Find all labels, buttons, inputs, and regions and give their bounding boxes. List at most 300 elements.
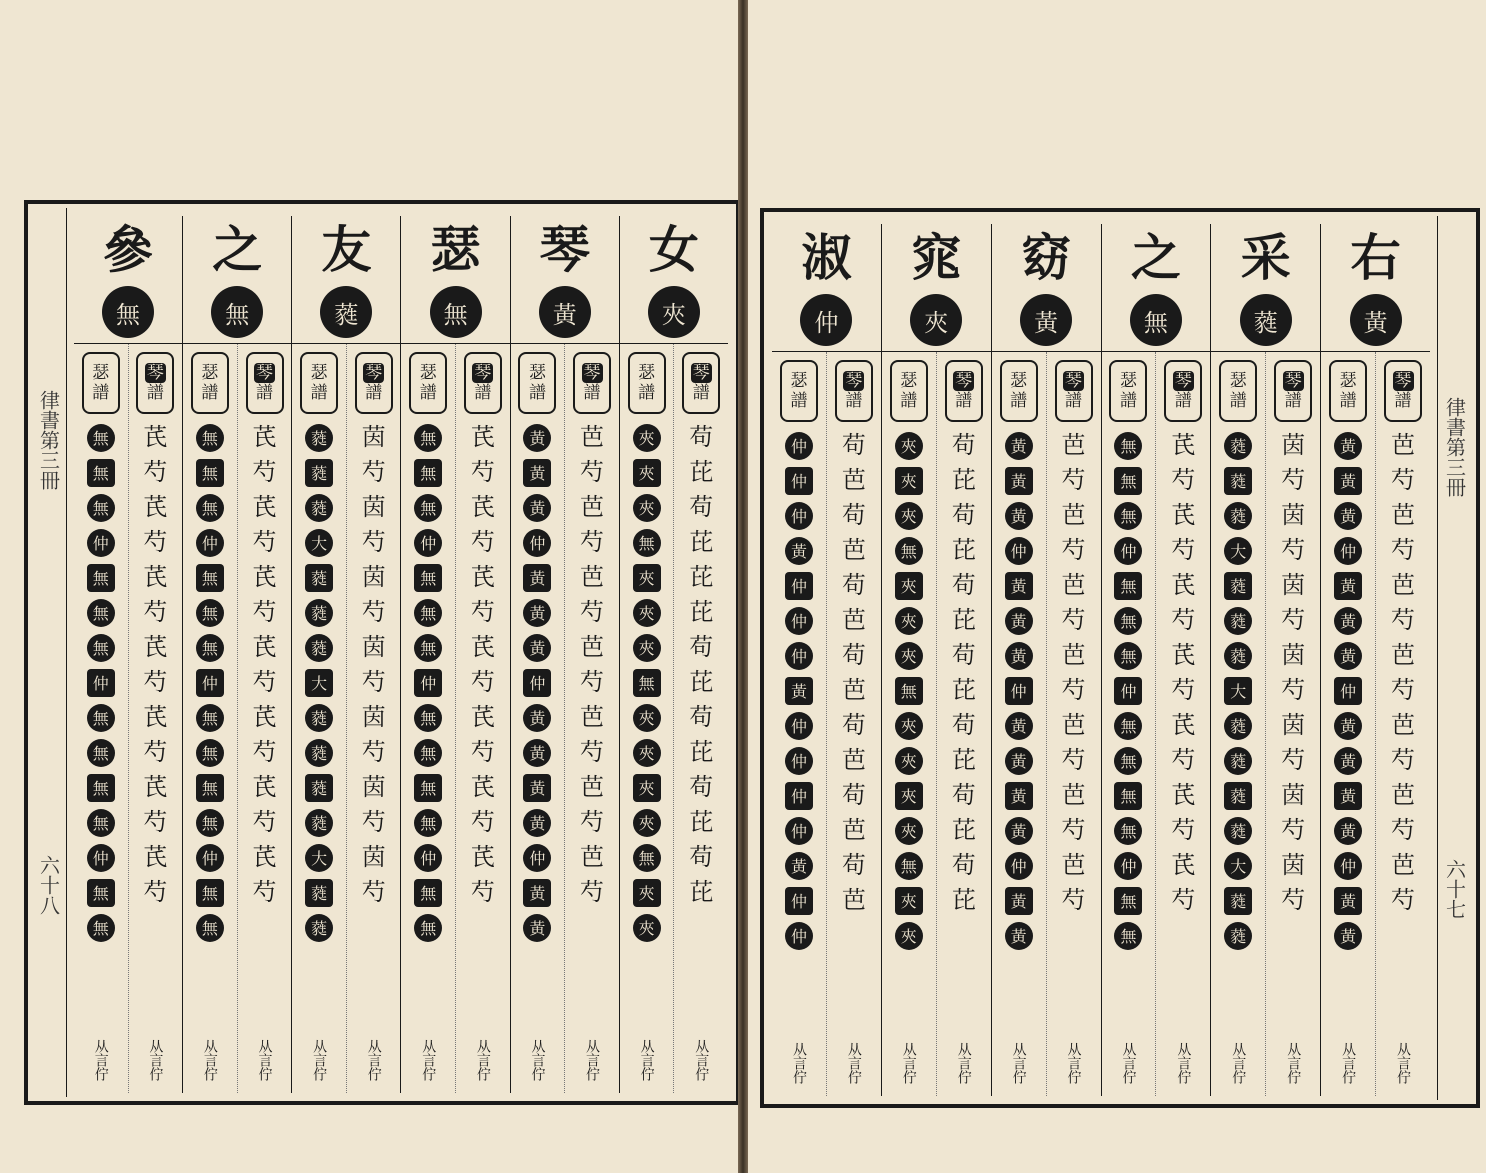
qin-footer: 从言佇 <box>147 1039 164 1081</box>
se-label-char: 瑟 <box>528 363 546 383</box>
se-notes <box>414 420 442 945</box>
pitch-circle: 蕤 <box>320 286 372 338</box>
se-note: 無 <box>196 424 224 452</box>
se-note: 無 <box>414 599 442 627</box>
qin-note: 芘 <box>951 606 976 634</box>
se-note: 大 <box>1224 537 1252 565</box>
qin-note: 苟 <box>951 711 976 739</box>
qin-note: 芭 <box>1061 501 1086 529</box>
qin-note: 芍 <box>1061 886 1086 914</box>
se-note: 夾 <box>633 424 661 452</box>
se-note: 蕤 <box>1224 467 1252 495</box>
se-note: 大 <box>305 669 333 697</box>
se-note: 無 <box>895 677 923 705</box>
left-page <box>0 0 738 1173</box>
se-note: 黃 <box>1334 887 1362 915</box>
lyric-character: 瑟 <box>430 220 481 279</box>
se-note: 夾 <box>633 459 661 487</box>
se-label <box>1109 360 1147 422</box>
qin-note: 芍 <box>1171 746 1196 774</box>
qin-label-char: 琴 <box>955 371 973 391</box>
notation-lines <box>511 344 619 1093</box>
se-note: 黃 <box>1334 432 1362 460</box>
se-label-char: 瑟 <box>1010 371 1028 391</box>
se-note: 無 <box>87 704 115 732</box>
se-note: 無 <box>196 809 224 837</box>
qin-note: 苟 <box>689 423 714 451</box>
se-label-char: 瑟 <box>92 363 110 383</box>
qin-note: 芪 <box>143 703 168 731</box>
lyric-group <box>74 216 182 1093</box>
qin-footer: 从言佇 <box>845 1042 862 1084</box>
se-note: 夾 <box>895 467 923 495</box>
se-note: 蕤 <box>1224 922 1252 950</box>
se-note: 夾 <box>633 564 661 592</box>
lyric-header <box>74 216 182 344</box>
qin-label-char: 譜 <box>256 383 274 403</box>
se-note: 夾 <box>895 607 923 635</box>
se-note: 仲 <box>523 669 551 697</box>
qin-label-char: 琴 <box>365 363 383 383</box>
se-note: 無 <box>87 914 115 942</box>
qin-note: 芪 <box>1171 571 1196 599</box>
qin-note: 芍 <box>361 528 386 556</box>
se-note: 無 <box>633 529 661 557</box>
lyric-header <box>882 224 991 352</box>
se-notation-line <box>183 344 238 1093</box>
se-label-char: 瑟 <box>1119 371 1137 391</box>
se-note: 黃 <box>523 599 551 627</box>
qin-note: 芪 <box>470 563 495 591</box>
qin-note: 芪 <box>252 423 277 451</box>
lyric-group <box>881 224 991 1096</box>
qin-note: 芭 <box>1391 431 1416 459</box>
se-notation-line <box>772 352 827 1096</box>
pitch-circle: 蕤 <box>1240 294 1292 346</box>
qin-note: 芪 <box>470 843 495 871</box>
lyric-group <box>1101 224 1211 1096</box>
lyric-group <box>291 216 400 1093</box>
qin-notes <box>580 420 604 910</box>
qin-note: 芍 <box>470 458 495 486</box>
se-note: 黃 <box>1334 922 1362 950</box>
qin-note: 芍 <box>580 528 605 556</box>
lyric-group <box>182 216 291 1093</box>
se-note: 仲 <box>1005 537 1033 565</box>
qin-note: 芍 <box>1171 816 1196 844</box>
se-label-char: 瑟 <box>201 363 219 383</box>
qin-note: 芘 <box>689 528 714 556</box>
se-label-char: 譜 <box>1339 391 1357 411</box>
right-score-columns <box>772 224 1430 1096</box>
qin-label-char: 譜 <box>1284 391 1302 411</box>
qin-note: 茵 <box>361 703 386 731</box>
lyric-header <box>511 216 619 344</box>
qin-tablature-line <box>937 352 991 1096</box>
se-note: 蕤 <box>1224 572 1252 600</box>
qin-notes <box>1281 428 1305 918</box>
qin-note: 芍 <box>1391 676 1416 704</box>
qin-note: 芪 <box>1171 501 1196 529</box>
qin-note: 芘 <box>689 738 714 766</box>
se-label-char: 譜 <box>900 391 918 411</box>
se-note: 無 <box>196 704 224 732</box>
qin-tablature-line <box>1266 352 1320 1096</box>
se-note: 蕤 <box>1224 817 1252 845</box>
qin-note: 芍 <box>580 738 605 766</box>
se-footer: 从言佇 <box>638 1039 655 1081</box>
se-label-char: 瑟 <box>310 363 328 383</box>
qin-note: 芍 <box>1061 536 1086 564</box>
se-note: 仲 <box>87 844 115 872</box>
qin-note: 芍 <box>1281 536 1306 564</box>
se-note: 黃 <box>1334 817 1362 845</box>
pitch-circle: 黃 <box>539 286 591 338</box>
qin-label-char: 譜 <box>474 383 492 403</box>
qin-label-char: 琴 <box>1394 371 1412 391</box>
qin-tablature-line <box>456 344 510 1093</box>
pitch-circle: 無 <box>430 286 482 338</box>
se-note: 蕤 <box>305 774 333 802</box>
se-note: 無 <box>414 739 442 767</box>
lyric-header <box>292 216 400 344</box>
qin-label-char: 譜 <box>845 391 863 411</box>
qin-label-char: 琴 <box>474 363 492 383</box>
se-note: 無 <box>87 739 115 767</box>
se-footer: 从言佇 <box>1230 1042 1247 1084</box>
se-note: 蕤 <box>305 494 333 522</box>
qin-tablature-line <box>827 352 881 1096</box>
qin-label <box>682 352 720 414</box>
se-note: 夾 <box>633 599 661 627</box>
qin-note: 芍 <box>252 878 277 906</box>
pitch-circle: 夾 <box>648 286 700 338</box>
qin-note: 芘 <box>689 563 714 591</box>
se-note: 仲 <box>785 432 813 460</box>
qin-note: 芪 <box>1171 851 1196 879</box>
se-note: 大 <box>305 844 333 872</box>
right-page <box>748 0 1486 1173</box>
qin-note: 苟 <box>951 571 976 599</box>
qin-note: 苟 <box>841 501 866 529</box>
pitch-circle: 無 <box>211 286 263 338</box>
se-note: 仲 <box>785 502 813 530</box>
se-note: 無 <box>1114 432 1142 460</box>
qin-tablature-line <box>674 344 728 1093</box>
pitch-circle: 無 <box>102 286 154 338</box>
qin-note: 芭 <box>580 423 605 451</box>
qin-note: 茵 <box>361 423 386 451</box>
se-note: 夾 <box>895 887 923 915</box>
se-note: 黃 <box>523 914 551 942</box>
se-note: 黃 <box>1005 712 1033 740</box>
se-note: 無 <box>1114 712 1142 740</box>
se-note: 蕤 <box>1224 607 1252 635</box>
qin-note: 芭 <box>1391 781 1416 809</box>
se-label <box>890 360 928 422</box>
qin-note: 芘 <box>689 598 714 626</box>
qin-note: 芪 <box>470 423 495 451</box>
se-note: 蕤 <box>1224 747 1252 775</box>
qin-label <box>355 352 393 414</box>
qin-notes <box>1391 428 1415 918</box>
se-note: 黃 <box>1334 712 1362 740</box>
qin-note: 芘 <box>689 458 714 486</box>
qin-note: 芭 <box>841 536 866 564</box>
notation-lines <box>992 352 1101 1096</box>
se-notation-line <box>882 352 937 1096</box>
se-note: 無 <box>1114 747 1142 775</box>
qin-note: 芪 <box>1171 641 1196 669</box>
notation-lines <box>1211 352 1320 1096</box>
se-label-char: 譜 <box>528 383 546 403</box>
se-note: 夾 <box>633 704 661 732</box>
lyric-group <box>1320 224 1430 1096</box>
qin-notes <box>952 428 976 918</box>
se-note: 無 <box>196 634 224 662</box>
se-note: 仲 <box>414 844 442 872</box>
qin-note: 苟 <box>951 781 976 809</box>
se-note: 黃 <box>1334 782 1362 810</box>
qin-note: 芭 <box>1061 851 1086 879</box>
se-notation-line <box>74 344 129 1093</box>
qin-label-char: 琴 <box>256 363 274 383</box>
qin-note: 茵 <box>361 843 386 871</box>
se-note: 黃 <box>1334 607 1362 635</box>
se-note: 無 <box>87 459 115 487</box>
se-note: 黃 <box>523 774 551 802</box>
lyric-character: 友 <box>321 220 372 279</box>
qin-note: 芍 <box>252 458 277 486</box>
se-note: 大 <box>1224 852 1252 880</box>
qin-note: 苟 <box>689 493 714 521</box>
qin-note: 芪 <box>470 493 495 521</box>
lyric-character: 之 <box>212 220 263 279</box>
se-footer: 从言佇 <box>420 1039 437 1081</box>
se-label-char: 譜 <box>638 383 656 403</box>
se-note: 黃 <box>1005 607 1033 635</box>
se-note: 仲 <box>785 572 813 600</box>
se-note: 仲 <box>196 844 224 872</box>
qin-note: 芪 <box>143 563 168 591</box>
se-label-char: 瑟 <box>419 363 437 383</box>
se-note: 仲 <box>1334 852 1362 880</box>
qin-note: 芍 <box>1281 886 1306 914</box>
se-note: 仲 <box>1005 852 1033 880</box>
left-margin-column <box>32 208 67 1097</box>
qin-note: 芪 <box>143 843 168 871</box>
se-note: 無 <box>414 564 442 592</box>
qin-note: 苟 <box>689 633 714 661</box>
qin-note: 芭 <box>1061 781 1086 809</box>
se-footer: 从言佇 <box>900 1042 917 1084</box>
qin-note: 芪 <box>1171 781 1196 809</box>
se-notation-line <box>1102 352 1157 1096</box>
qin-note: 芍 <box>1171 676 1196 704</box>
qin-note: 茵 <box>1281 851 1306 879</box>
se-footer: 从言佇 <box>1340 1042 1357 1084</box>
se-note: 黃 <box>785 537 813 565</box>
se-note: 仲 <box>196 669 224 697</box>
se-note: 無 <box>414 494 442 522</box>
se-note: 黃 <box>1334 572 1362 600</box>
qin-tablature-line <box>1047 352 1101 1096</box>
notation-lines <box>183 344 291 1093</box>
notation-lines <box>292 344 400 1093</box>
se-note: 仲 <box>785 747 813 775</box>
se-note: 大 <box>305 529 333 557</box>
qin-note: 芭 <box>580 703 605 731</box>
se-label <box>780 360 818 422</box>
qin-label-char: 琴 <box>692 363 710 383</box>
qin-note: 苟 <box>841 431 866 459</box>
se-note: 無 <box>414 634 442 662</box>
lyric-character: 右 <box>1350 228 1401 287</box>
left-margin-title: 律書第三冊 <box>36 390 61 491</box>
se-note: 無 <box>414 879 442 907</box>
se-note: 仲 <box>523 844 551 872</box>
se-note: 無 <box>1114 887 1142 915</box>
qin-note: 芭 <box>1061 711 1086 739</box>
qin-note: 茵 <box>1281 501 1306 529</box>
qin-note: 苟 <box>689 703 714 731</box>
se-note: 夾 <box>895 782 923 810</box>
se-note: 夾 <box>633 879 661 907</box>
se-note: 夾 <box>895 502 923 530</box>
right-page-frame <box>760 208 1480 1108</box>
se-note: 蕤 <box>1224 712 1252 740</box>
se-note: 黃 <box>523 564 551 592</box>
qin-note: 芍 <box>1391 816 1416 844</box>
lyric-group <box>991 224 1101 1096</box>
qin-note: 茵 <box>1281 781 1306 809</box>
qin-note: 苟 <box>951 641 976 669</box>
qin-note: 芭 <box>1391 711 1416 739</box>
lyric-header <box>1211 224 1320 352</box>
qin-note: 苟 <box>951 851 976 879</box>
se-label-char: 譜 <box>310 383 328 403</box>
qin-note: 芍 <box>361 878 386 906</box>
se-note: 黃 <box>1334 502 1362 530</box>
qin-note: 芭 <box>1061 571 1086 599</box>
qin-note: 芍 <box>143 668 168 696</box>
qin-note: 芘 <box>951 466 976 494</box>
se-note: 無 <box>414 774 442 802</box>
left-page-frame <box>24 200 740 1105</box>
qin-label <box>835 360 873 422</box>
se-notes <box>895 428 923 953</box>
se-note: 黃 <box>1005 572 1033 600</box>
qin-label-char: 琴 <box>1065 371 1083 391</box>
lyric-group <box>772 224 881 1096</box>
se-note: 無 <box>87 564 115 592</box>
lyric-character: 窈 <box>1021 228 1072 287</box>
qin-note: 芪 <box>252 493 277 521</box>
se-notes <box>1224 428 1252 953</box>
se-note: 無 <box>1114 922 1142 950</box>
lyric-header <box>772 224 881 352</box>
se-label-char: 譜 <box>419 383 437 403</box>
qin-footer: 从言佇 <box>1065 1042 1082 1084</box>
qin-note: 芭 <box>841 676 866 704</box>
se-note: 蕤 <box>305 879 333 907</box>
qin-note: 芭 <box>841 746 866 774</box>
lyric-character: 窕 <box>911 228 962 287</box>
se-label <box>628 352 666 414</box>
se-note: 仲 <box>785 712 813 740</box>
se-note: 無 <box>196 599 224 627</box>
se-note: 夾 <box>895 817 923 845</box>
qin-note: 芍 <box>1281 746 1306 774</box>
qin-note: 茵 <box>1281 571 1306 599</box>
qin-label <box>1164 360 1202 422</box>
qin-note: 芍 <box>470 668 495 696</box>
qin-note: 芪 <box>470 703 495 731</box>
lyric-character: 淑 <box>801 228 852 287</box>
se-label-char: 譜 <box>1119 391 1137 411</box>
se-note: 無 <box>196 879 224 907</box>
qin-note: 芪 <box>1171 431 1196 459</box>
se-note: 仲 <box>1114 537 1142 565</box>
se-note: 仲 <box>785 607 813 635</box>
pitch-circle: 無 <box>1130 294 1182 346</box>
qin-footer: 从言佇 <box>1175 1042 1192 1084</box>
se-note: 夾 <box>895 747 923 775</box>
qin-note: 芍 <box>580 458 605 486</box>
qin-note: 芍 <box>580 878 605 906</box>
qin-note: 芍 <box>1391 606 1416 634</box>
se-notes <box>1334 428 1362 953</box>
se-note: 夾 <box>633 809 661 837</box>
se-note: 黃 <box>1005 642 1033 670</box>
se-note: 無 <box>196 739 224 767</box>
se-label-char: 瑟 <box>900 371 918 391</box>
qin-note: 芪 <box>143 773 168 801</box>
qin-note: 茵 <box>361 493 386 521</box>
se-note: 蕤 <box>1224 887 1252 915</box>
se-notes <box>196 420 224 945</box>
se-note: 無 <box>1114 607 1142 635</box>
qin-note: 苟 <box>841 711 866 739</box>
qin-note: 芭 <box>580 493 605 521</box>
qin-label-char: 琴 <box>1284 371 1302 391</box>
qin-note: 芪 <box>252 703 277 731</box>
se-note: 夾 <box>895 712 923 740</box>
qin-note: 芍 <box>1281 816 1306 844</box>
se-notes <box>785 428 813 953</box>
qin-label-char: 譜 <box>1394 391 1412 411</box>
qin-note: 芪 <box>252 563 277 591</box>
qin-note: 芍 <box>252 668 277 696</box>
qin-note: 芍 <box>1061 606 1086 634</box>
se-note: 仲 <box>785 817 813 845</box>
qin-label <box>1274 360 1312 422</box>
se-note: 無 <box>414 809 442 837</box>
se-note: 黃 <box>523 424 551 452</box>
qin-note: 芭 <box>1391 501 1416 529</box>
qin-note: 芍 <box>361 668 386 696</box>
qin-tablature-line <box>238 344 292 1093</box>
qin-note: 芪 <box>252 773 277 801</box>
qin-note: 芭 <box>841 606 866 634</box>
se-note: 仲 <box>785 887 813 915</box>
se-note: 無 <box>1114 572 1142 600</box>
qin-note: 芭 <box>580 563 605 591</box>
se-note: 無 <box>1114 642 1142 670</box>
se-note: 夾 <box>895 642 923 670</box>
qin-label <box>246 352 284 414</box>
qin-note: 芍 <box>143 738 168 766</box>
